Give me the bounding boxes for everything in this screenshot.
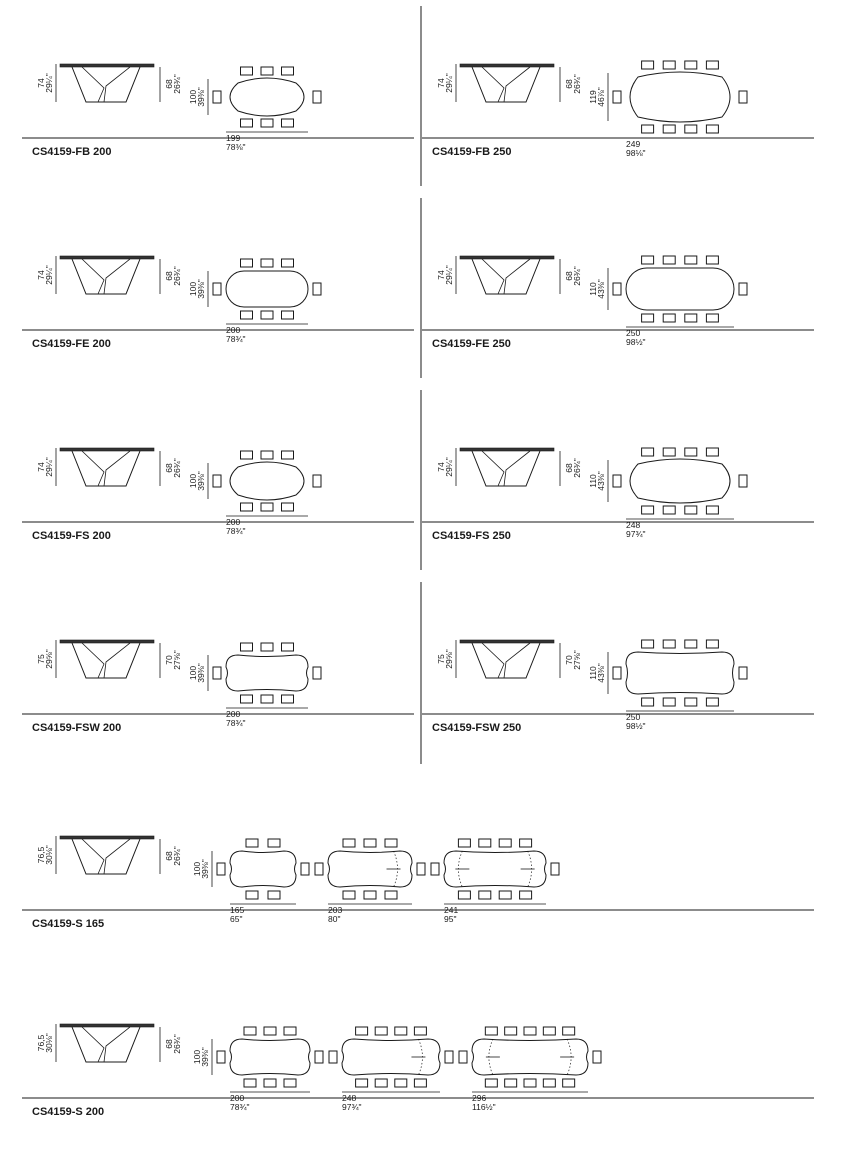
- height-cm: 76,5: [36, 1034, 46, 1052]
- chair-icon: [642, 448, 654, 456]
- chair-icon: [739, 667, 747, 679]
- base-height-in: 26¾": [172, 266, 182, 286]
- chair-icon: [213, 91, 221, 103]
- base-blades: [482, 643, 530, 678]
- chair-icon: [499, 839, 511, 847]
- base-height-cm: 68: [164, 1039, 174, 1049]
- chair-icon: [706, 314, 718, 322]
- table-top-plan: [230, 462, 304, 500]
- chair-icon: [520, 839, 532, 847]
- base-height-in: 26¾": [572, 74, 582, 94]
- chair-icon: [375, 1027, 387, 1035]
- side-elevation: [36, 836, 182, 874]
- chair-icon: [385, 891, 397, 899]
- width-cm: 100: [188, 281, 198, 297]
- plan-view: [459, 1027, 601, 1112]
- base-height-in: 26¾": [172, 74, 182, 94]
- chair-icon: [414, 1027, 426, 1035]
- chair-icon: [282, 259, 294, 267]
- base-outline: [72, 451, 140, 486]
- length-in: 97¾": [626, 529, 646, 539]
- base-blades: [482, 451, 530, 486]
- height-in: 29¼": [44, 457, 54, 477]
- height-cm: 74: [36, 78, 46, 88]
- chair-icon: [706, 256, 718, 264]
- chair-icon: [241, 503, 253, 511]
- side-elevation: [436, 640, 582, 678]
- height-cm: 74: [436, 270, 446, 280]
- table-top-plan: [230, 78, 304, 116]
- chair-icon: [706, 448, 718, 456]
- width-in: 39⅜": [196, 87, 206, 107]
- base-blades: [82, 1027, 130, 1062]
- chair-icon: [706, 698, 718, 706]
- chair-icon: [343, 839, 355, 847]
- length-in: 98½": [626, 721, 646, 731]
- chair-icon: [282, 503, 294, 511]
- chair-icon: [551, 863, 559, 875]
- base-height-cm: 68: [564, 271, 574, 281]
- plan-view: [188, 67, 321, 152]
- chair-icon: [685, 698, 697, 706]
- side-elevation: [436, 256, 582, 294]
- base-height-in: 26¾": [572, 458, 582, 478]
- product-code: CS4159-FB 200: [32, 146, 112, 158]
- base-height-cm: 68: [564, 79, 574, 89]
- product-code: CS4159-FS 200: [32, 530, 111, 542]
- chair-icon: [261, 695, 273, 703]
- chair-icon: [663, 314, 675, 322]
- width-in: 39⅜": [200, 859, 210, 879]
- width-in: 39⅜": [196, 663, 206, 683]
- chair-icon: [356, 1027, 368, 1035]
- width-cm: 100: [188, 473, 198, 489]
- side-elevation: [36, 448, 182, 486]
- width-in: 43⅜": [596, 471, 606, 491]
- chair-icon: [663, 61, 675, 69]
- product-block: [22, 448, 414, 542]
- chair-icon: [485, 1027, 497, 1035]
- product-block: [22, 836, 814, 930]
- chair-icon: [385, 839, 397, 847]
- chair-icon: [458, 839, 470, 847]
- base-height-in: 27⅝": [572, 650, 582, 670]
- plan-view: [315, 839, 425, 924]
- table-top-plan: [226, 655, 308, 691]
- chair-icon: [445, 1051, 453, 1063]
- height-cm: 74: [36, 270, 46, 280]
- chair-icon: [241, 119, 253, 127]
- chair-icon: [282, 119, 294, 127]
- chair-icon: [685, 448, 697, 456]
- chair-icon: [663, 448, 675, 456]
- chair-icon: [315, 1051, 323, 1063]
- chair-icon: [244, 1027, 256, 1035]
- plan-view: [588, 256, 747, 347]
- height-in: 29⅝": [444, 649, 454, 669]
- height-cm: 76,5: [36, 846, 46, 864]
- chair-icon: [282, 451, 294, 459]
- product-block: [22, 64, 414, 158]
- width-in: 39⅜": [196, 279, 206, 299]
- chair-icon: [524, 1027, 536, 1035]
- table-top-plan: [626, 268, 734, 310]
- base-blades: [482, 67, 530, 102]
- side-elevation: [36, 1024, 182, 1062]
- chair-icon: [613, 91, 621, 103]
- width-cm: 100: [192, 861, 202, 877]
- chair-icon: [282, 67, 294, 75]
- chair-icon: [261, 67, 273, 75]
- product-block: [22, 256, 414, 350]
- base-height-cm: 70: [564, 655, 574, 665]
- height-cm: 75: [36, 654, 46, 664]
- chair-icon: [685, 506, 697, 514]
- base-outline: [72, 839, 140, 874]
- base-blades: [82, 259, 130, 294]
- base-height-in: 27⅝": [172, 650, 182, 670]
- base-blades: [82, 451, 130, 486]
- chair-icon: [213, 667, 221, 679]
- chair-icon: [241, 259, 253, 267]
- base-outline: [472, 67, 540, 102]
- height-cm: 74: [36, 462, 46, 472]
- base-blades: [82, 839, 130, 874]
- plan-view: [188, 643, 321, 728]
- plan-view: [188, 451, 321, 536]
- chair-icon: [663, 125, 675, 133]
- chair-icon: [685, 125, 697, 133]
- table-top-profile: [60, 1024, 154, 1027]
- chair-icon: [642, 256, 654, 264]
- chair-icon: [343, 891, 355, 899]
- chair-icon: [313, 91, 321, 103]
- chair-icon: [485, 1079, 497, 1087]
- width-in: 39⅜": [196, 471, 206, 491]
- chair-icon: [520, 891, 532, 899]
- width-cm: 100: [188, 665, 198, 681]
- chair-icon: [313, 667, 321, 679]
- length-in: 78¾": [226, 718, 246, 728]
- chair-icon: [414, 1079, 426, 1087]
- chair-icon: [261, 503, 273, 511]
- table-top-plan: [626, 652, 734, 694]
- length-cm: 248: [626, 520, 641, 530]
- height-in: 29¼": [444, 265, 454, 285]
- chair-icon: [563, 1079, 575, 1087]
- chair-icon: [642, 314, 654, 322]
- chair-icon: [313, 283, 321, 295]
- base-height-cm: 68: [164, 271, 174, 281]
- chair-icon: [685, 314, 697, 322]
- length-in: 65": [230, 914, 243, 924]
- plan-view: [192, 839, 309, 924]
- chair-icon: [213, 283, 221, 295]
- width-cm: 119: [588, 90, 598, 104]
- chair-icon: [264, 1079, 276, 1087]
- length-cm: 200: [226, 709, 241, 719]
- base-height-in: 26¾": [572, 266, 582, 286]
- chair-icon: [505, 1027, 517, 1035]
- plan-view: [431, 839, 559, 924]
- base-height-in: 26¾": [172, 846, 182, 866]
- chair-icon: [685, 61, 697, 69]
- chair-icon: [543, 1027, 555, 1035]
- width-in: 43⅜": [596, 279, 606, 299]
- base-height-cm: 68: [164, 79, 174, 89]
- height-cm: 74: [436, 462, 446, 472]
- chair-icon: [706, 61, 718, 69]
- chair-icon: [241, 695, 253, 703]
- base-blades: [82, 67, 130, 102]
- table-top-plan: [230, 851, 296, 887]
- chair-icon: [261, 643, 273, 651]
- table-top-profile: [460, 64, 554, 67]
- chair-icon: [459, 1051, 467, 1063]
- chair-icon: [268, 891, 280, 899]
- length-in: 98½": [626, 337, 646, 347]
- chair-icon: [524, 1079, 536, 1087]
- chair-icon: [217, 863, 225, 875]
- product-block: [422, 448, 814, 542]
- product-block: [22, 1024, 814, 1118]
- chair-icon: [313, 475, 321, 487]
- chair-icon: [613, 283, 621, 295]
- table-top-profile: [460, 448, 554, 451]
- length-in: 95": [444, 914, 457, 924]
- product-block: [422, 61, 814, 158]
- table-top-profile: [460, 640, 554, 643]
- table-top-profile: [460, 256, 554, 259]
- product-code: CS4159-FSW 200: [32, 722, 122, 734]
- table-top-plan: [230, 1039, 310, 1075]
- base-height-cm: 68: [164, 851, 174, 861]
- plan-view: [588, 61, 747, 158]
- chair-icon: [364, 839, 376, 847]
- width-cm: 100: [192, 1049, 202, 1065]
- length-cm: 250: [626, 328, 641, 338]
- chair-icon: [479, 891, 491, 899]
- chair-icon: [685, 256, 697, 264]
- product-block: [22, 640, 414, 734]
- plan-view: [588, 640, 747, 731]
- length-in: 78⅜": [226, 142, 246, 152]
- length-cm: 296: [472, 1093, 487, 1103]
- chair-icon: [395, 1079, 407, 1087]
- length-in: 97¾": [342, 1102, 362, 1112]
- length-in: 98⅛": [626, 148, 646, 158]
- height-in: 30⅛": [44, 845, 54, 865]
- chair-icon: [739, 91, 747, 103]
- length-cm: 249: [626, 139, 641, 149]
- chair-icon: [543, 1079, 555, 1087]
- table-top-plan: [630, 459, 730, 503]
- product-code: CS4159-S 200: [32, 1106, 105, 1118]
- base-height-cm: 68: [164, 463, 174, 473]
- base-outline: [472, 259, 540, 294]
- chair-icon: [706, 506, 718, 514]
- length-in: 80": [328, 914, 341, 924]
- chair-icon: [261, 119, 273, 127]
- chair-icon: [417, 863, 425, 875]
- width-cm: 110: [588, 474, 598, 488]
- chair-icon: [329, 1051, 337, 1063]
- chair-icon: [613, 475, 621, 487]
- chair-icon: [375, 1079, 387, 1087]
- product-code: CS4159-FSW 250: [432, 722, 522, 734]
- chair-icon: [315, 863, 323, 875]
- width-in: 43⅜": [596, 663, 606, 683]
- product-code: CS4159-FE 200: [32, 338, 111, 350]
- chair-icon: [685, 640, 697, 648]
- chair-icon: [663, 698, 675, 706]
- chair-icon: [246, 839, 258, 847]
- chair-icon: [431, 863, 439, 875]
- table-top-profile: [60, 64, 154, 67]
- width-cm: 110: [588, 282, 598, 296]
- chair-icon: [241, 643, 253, 651]
- chair-icon: [739, 475, 747, 487]
- chair-icon: [642, 698, 654, 706]
- product-code: CS4159-FS 250: [432, 530, 511, 542]
- chair-icon: [663, 506, 675, 514]
- length-in: 78¾": [230, 1102, 250, 1112]
- side-elevation: [436, 64, 582, 102]
- chair-icon: [364, 891, 376, 899]
- length-cm: 241: [444, 905, 459, 915]
- chair-icon: [282, 311, 294, 319]
- height-in: 29¼": [44, 73, 54, 93]
- chair-icon: [244, 1079, 256, 1087]
- height-in: 29⅝": [44, 649, 54, 669]
- table-top-plan: [226, 271, 308, 307]
- chair-icon: [663, 640, 675, 648]
- chair-icon: [241, 67, 253, 75]
- height-in: 29¼": [44, 265, 54, 285]
- length-cm: 165: [230, 905, 245, 915]
- chair-icon: [505, 1079, 517, 1087]
- chair-icon: [739, 283, 747, 295]
- base-blades: [482, 259, 530, 294]
- chair-icon: [479, 839, 491, 847]
- height-cm: 74: [436, 78, 446, 88]
- side-elevation: [36, 64, 182, 102]
- length-in: 78¾": [226, 334, 246, 344]
- product-code: CS4159-FE 250: [432, 338, 511, 350]
- chair-icon: [282, 643, 294, 651]
- length-in: 116½": [472, 1102, 496, 1112]
- chair-icon: [284, 1027, 296, 1035]
- chair-icon: [268, 839, 280, 847]
- base-outline: [72, 67, 140, 102]
- chair-icon: [241, 311, 253, 319]
- length-cm: 200: [226, 517, 241, 527]
- height-cm: 75: [436, 654, 446, 664]
- table-top-profile: [60, 836, 154, 839]
- chair-icon: [593, 1051, 601, 1063]
- base-height-cm: 70: [164, 655, 174, 665]
- chair-icon: [706, 640, 718, 648]
- length-cm: 199: [226, 133, 241, 143]
- product-code: CS4159-S 165: [32, 918, 105, 930]
- chair-icon: [217, 1051, 225, 1063]
- chair-icon: [663, 256, 675, 264]
- chair-icon: [458, 891, 470, 899]
- chair-icon: [213, 475, 221, 487]
- chair-icon: [301, 863, 309, 875]
- base-height-in: 26¾": [172, 458, 182, 478]
- length-cm: 248: [342, 1093, 357, 1103]
- chair-icon: [264, 1027, 276, 1035]
- width-in: 46⅞": [596, 87, 606, 107]
- chair-icon: [261, 311, 273, 319]
- table-top-profile: [60, 448, 154, 451]
- chair-icon: [613, 667, 621, 679]
- chair-icon: [356, 1079, 368, 1087]
- chair-icon: [246, 891, 258, 899]
- height-in: 30⅛": [44, 1033, 54, 1053]
- chair-icon: [261, 259, 273, 267]
- side-elevation: [436, 448, 582, 486]
- base-outline: [72, 259, 140, 294]
- plan-view: [588, 448, 747, 539]
- height-in: 29¼": [444, 73, 454, 93]
- chair-icon: [642, 125, 654, 133]
- chair-icon: [563, 1027, 575, 1035]
- table-top-profile: [60, 256, 154, 259]
- chair-icon: [284, 1079, 296, 1087]
- length-cm: 200: [230, 1093, 245, 1103]
- length-cm: 250: [626, 712, 641, 722]
- height-in: 29¼": [444, 457, 454, 477]
- side-elevation: [36, 640, 182, 678]
- length-cm: 203: [328, 905, 343, 915]
- length-cm: 200: [226, 325, 241, 335]
- length-in: 78¾": [226, 526, 246, 536]
- base-outline: [72, 643, 140, 678]
- chair-icon: [642, 640, 654, 648]
- chair-icon: [395, 1027, 407, 1035]
- base-height-in: 26¾": [172, 1034, 182, 1054]
- width-in: 39⅜": [200, 1047, 210, 1067]
- width-cm: 100: [188, 89, 198, 105]
- width-cm: 110: [588, 666, 598, 680]
- base-outline: [72, 1027, 140, 1062]
- chair-icon: [642, 506, 654, 514]
- chair-icon: [706, 125, 718, 133]
- base-outline: [472, 643, 540, 678]
- table-top-plan: [630, 72, 730, 122]
- plan-view: [188, 259, 321, 344]
- chair-icon: [499, 891, 511, 899]
- product-block: [422, 640, 814, 734]
- product-block: [422, 256, 814, 350]
- table-top-profile: [60, 640, 154, 643]
- side-elevation: [36, 256, 182, 294]
- chair-icon: [642, 61, 654, 69]
- plan-view: [192, 1027, 323, 1112]
- base-outline: [472, 451, 540, 486]
- chair-icon: [261, 451, 273, 459]
- product-code: CS4159-FB 250: [432, 146, 512, 158]
- base-blades: [82, 643, 130, 678]
- plan-view: [329, 1027, 453, 1112]
- chair-icon: [241, 451, 253, 459]
- base-height-cm: 68: [564, 463, 574, 473]
- chair-icon: [282, 695, 294, 703]
